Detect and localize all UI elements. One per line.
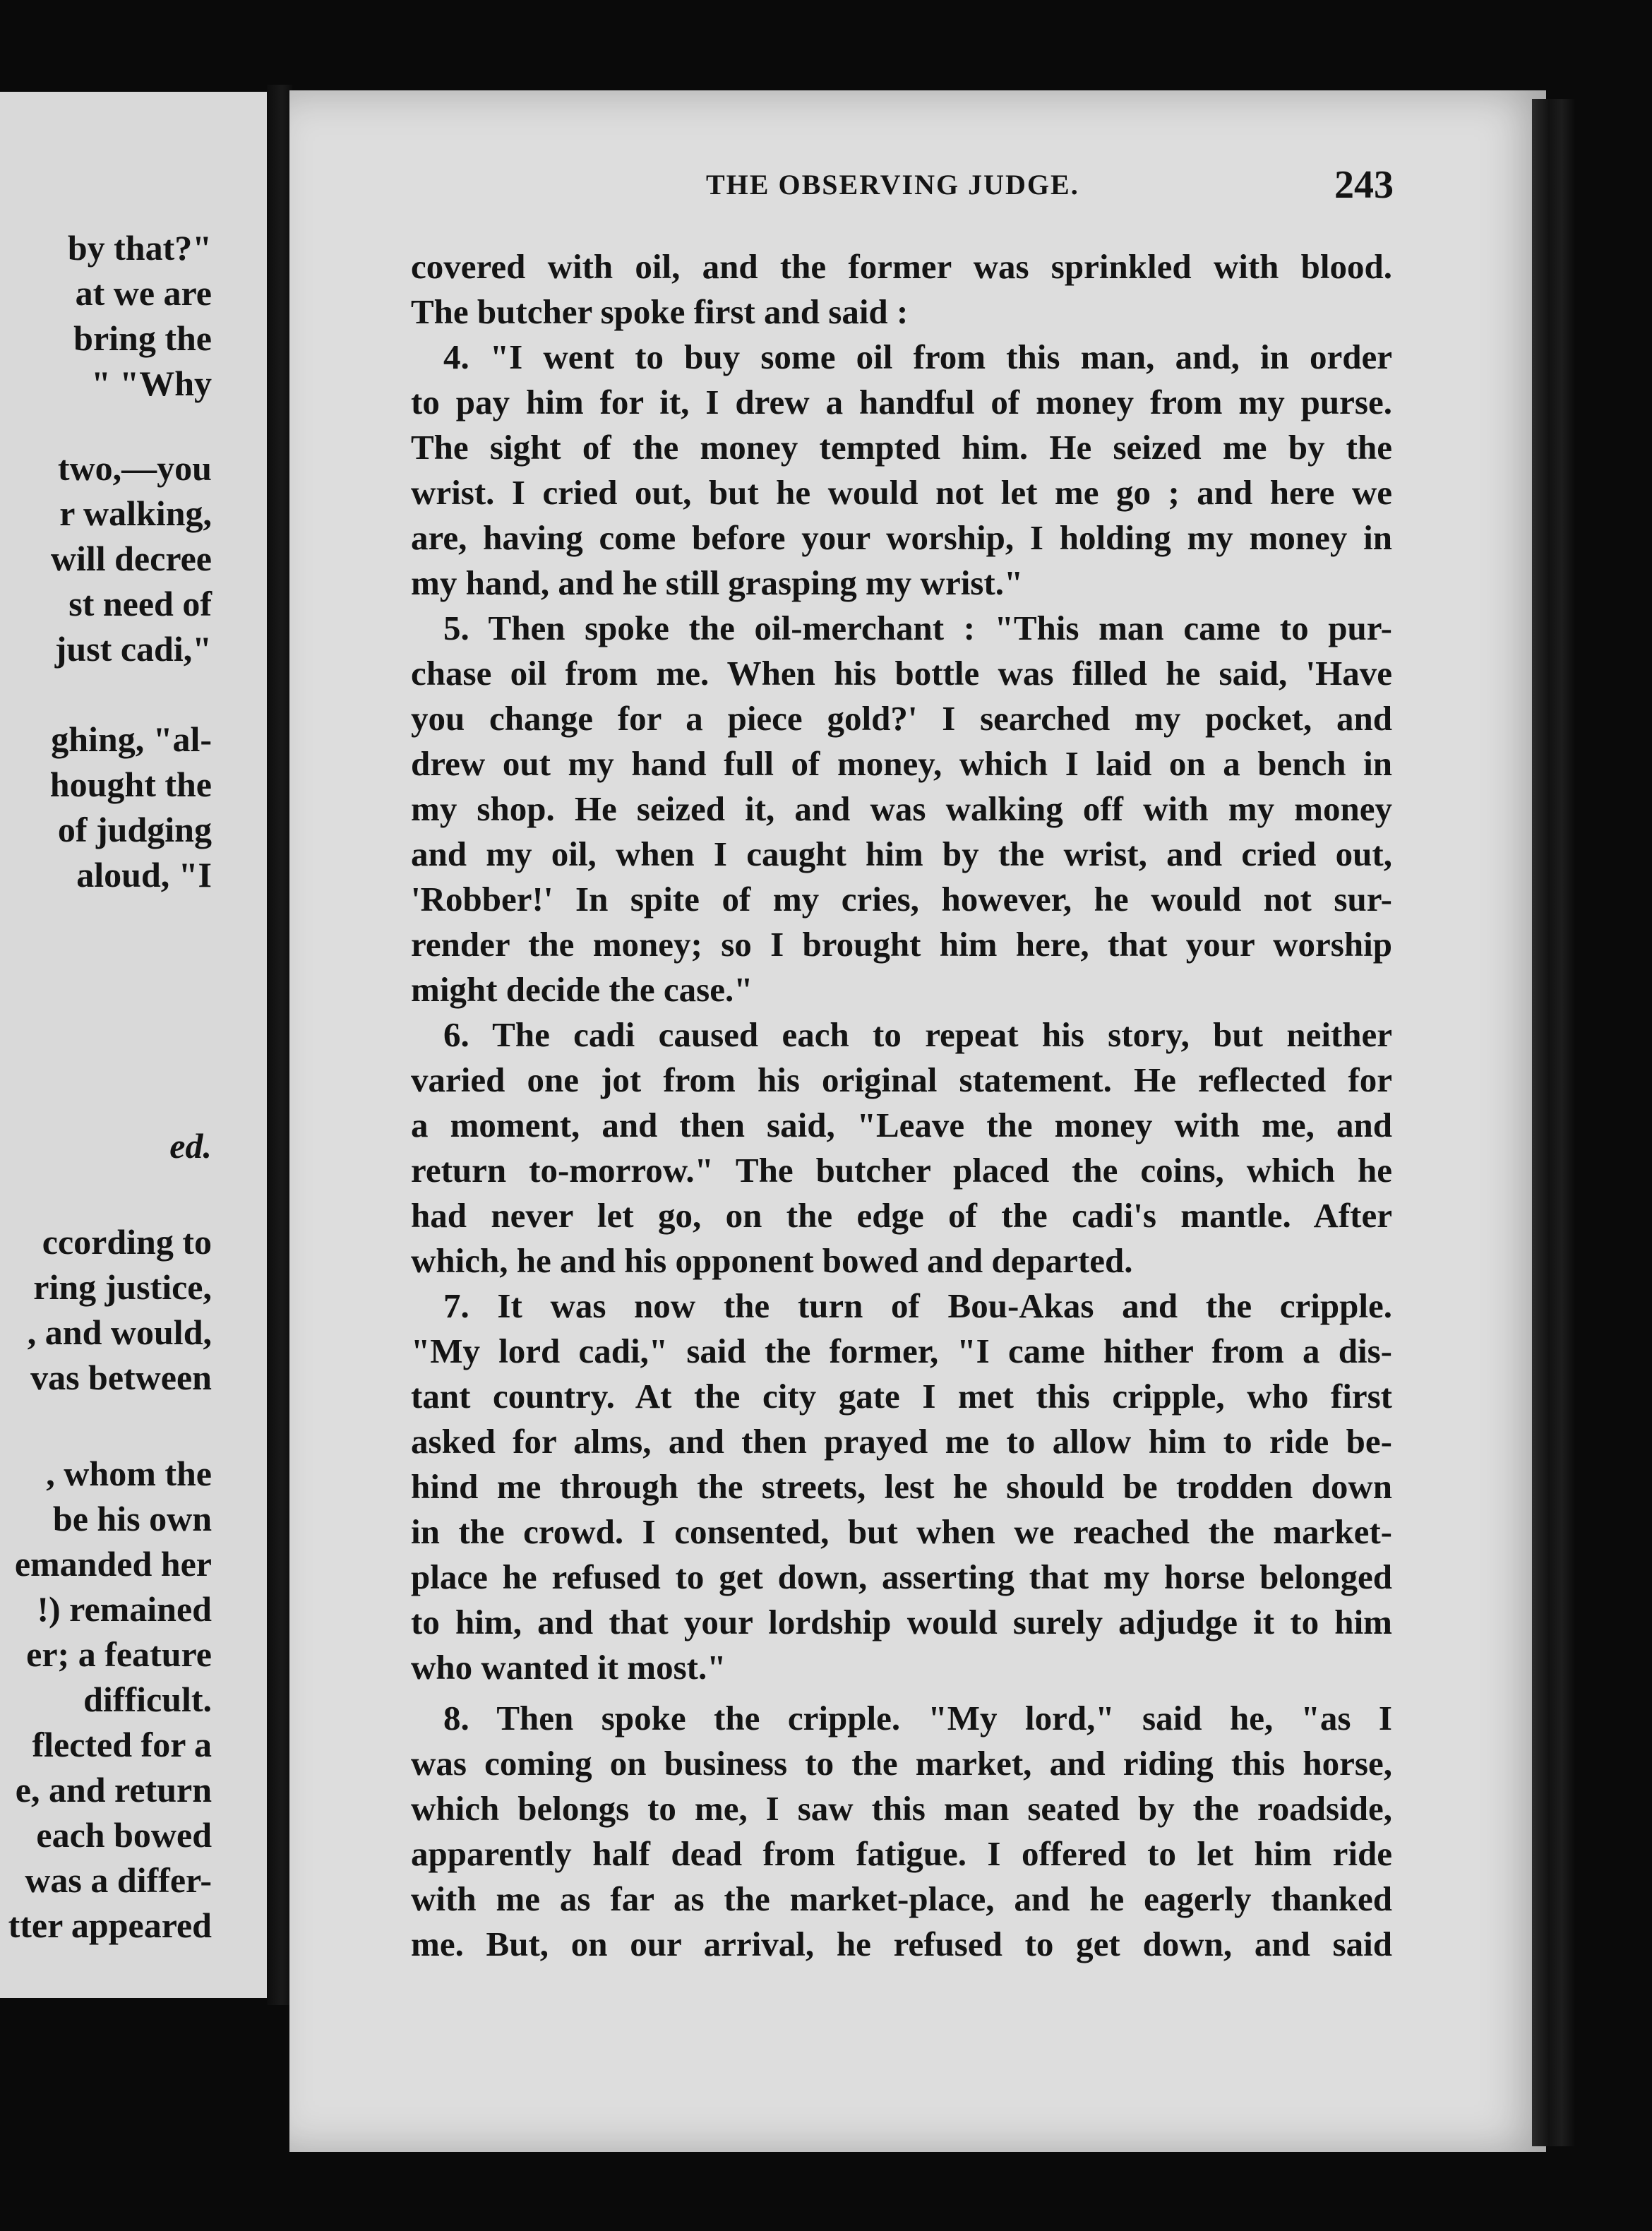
left-page-line: vas between — [30, 1358, 212, 1397]
running-head: THE OBSERVING JUDGE. — [706, 169, 1079, 201]
text-line: my shop. He seized it, and was walking off with my money — [411, 789, 1392, 828]
text-line: drew out my hand full of money, which I laid on a bench in — [411, 744, 1392, 783]
left-page-line: will decree — [50, 539, 212, 578]
text-line: my hand, and he still grasping my wrist." — [411, 563, 1024, 602]
text-line: 8. Then spoke the cripple. "My lord," said he, "as I — [443, 1699, 1392, 1737]
text-line: 7. It was now the turn of Bou-Akas and the cripple. — [443, 1286, 1392, 1325]
text-line: are, having come before your worship, I holding my money in — [411, 518, 1392, 557]
left-page-line: just cadi," — [54, 629, 212, 669]
text-line: covered with oil, and the former was sprinkled with blood. — [411, 247, 1392, 286]
left-page-line: st need of — [68, 584, 212, 623]
left-page-line: , whom the — [46, 1454, 212, 1493]
left-page-line: er; a feature — [26, 1634, 212, 1674]
text-line: return to-morrow." The butcher placed the coins, which he — [411, 1151, 1392, 1190]
text-line: render the money; so I brought him here, that your worship — [411, 925, 1392, 964]
left-page-fragment — [0, 92, 268, 1998]
left-page-line: at we are — [75, 273, 212, 313]
text-line: chase oil from me. When his bottle was filled he said, 'Have — [411, 654, 1392, 693]
text-line: to him, and that your lordship would surely adjudge it to him — [411, 1603, 1392, 1641]
text-line: 6. The cadi caused each to repeat his story, but neither — [443, 1015, 1392, 1054]
text-line: and my oil, when I caught him by the wrist, and cried out, — [411, 835, 1392, 873]
left-page-line: aloud, "I — [76, 855, 212, 895]
text-line: in the crowd. I consented, but when we reached the market- — [411, 1512, 1392, 1551]
left-page-line: emanded her — [14, 1544, 212, 1584]
left-page-line: " "Why — [91, 364, 212, 403]
left-page-line: by that?" — [67, 228, 212, 268]
text-line: a moment, and then said, "Leave the money with me, and — [411, 1106, 1392, 1144]
left-page-line: difficult. — [83, 1680, 212, 1719]
text-line: me. But, on our arrival, he refused to get down, and said — [411, 1925, 1392, 1963]
left-page-line: ghing, "al- — [51, 719, 212, 759]
left-page-line: , and would, — [27, 1312, 212, 1352]
text-line: might decide the case." — [411, 970, 753, 1009]
text-line: place he refused to get down, asserting that my horse belonged — [411, 1557, 1392, 1596]
left-page-line: tter appeared — [8, 1906, 212, 1945]
left-page-line: !) remained — [37, 1589, 212, 1629]
left-page-line: flected for a — [32, 1725, 212, 1764]
left-page-line: was a differ- — [25, 1860, 212, 1900]
text-line: with me as far as the market-place, and he eagerly thanked — [411, 1879, 1392, 1918]
left-page-line: be his own — [52, 1499, 212, 1538]
left-page-line: each bowed — [36, 1815, 212, 1855]
text-line: was coming on business to the market, and riding this horse, — [411, 1744, 1392, 1783]
left-page-line: ed. — [169, 1126, 212, 1166]
left-page-line: e, and return — [15, 1770, 212, 1810]
text-line: asked for alms, and then prayed me to allow him to ride be- — [411, 1422, 1392, 1461]
left-page-line: hought the — [49, 765, 212, 804]
text-line: 'Robber!' In spite of my cries, however, he would not sur- — [411, 880, 1392, 919]
page-edge-shadow — [1532, 99, 1574, 2146]
page-number: 243 — [1334, 163, 1394, 207]
text-line: The sight of the money tempted him. He seized me by the — [411, 428, 1392, 467]
book-gutter — [267, 85, 292, 2005]
text-line: "My lord cadi," said the former, "I came hither from a dis- — [411, 1332, 1392, 1370]
text-line: 4. "I went to buy some oil from this man, and, in order — [443, 337, 1392, 376]
text-line: apparently half dead from fatigue. I offered to let him ride — [411, 1834, 1392, 1873]
text-line: who wanted it most." — [411, 1648, 726, 1687]
text-line: varied one jot from his original statement. He reflected for — [411, 1060, 1392, 1099]
left-page-line: two,—you — [57, 448, 212, 488]
text-line: hind me through the streets, lest he should be trodden down — [411, 1467, 1392, 1506]
left-page-line: ccording to — [42, 1222, 212, 1262]
left-page-line: ring justice, — [33, 1267, 212, 1307]
text-line: you change for a piece gold?' I searched my pocket, and — [411, 699, 1392, 738]
text-line: to pay him for it, I drew a handful of money from my purse. — [411, 383, 1392, 421]
text-line: wrist. I cried out, but he would not let me go ; and here we — [411, 473, 1392, 512]
text-line: The butcher spoke first and said : — [411, 292, 909, 331]
text-line: which belongs to me, I saw this man seated by the roadside, — [411, 1789, 1392, 1828]
text-line: had never let go, on the edge of the cadi's mantle. After — [411, 1196, 1392, 1235]
left-page-line: r walking, — [59, 494, 212, 533]
text-line: 5. Then spoke the oil-merchant : "This man came to pur- — [443, 609, 1392, 647]
left-page-line: of judging — [57, 810, 212, 849]
text-line: tant country. At the city gate I met this cripple, who first — [411, 1377, 1392, 1416]
text-line: which, he and his opponent bowed and departed. — [411, 1241, 1133, 1280]
left-page-line: bring the — [73, 318, 212, 358]
